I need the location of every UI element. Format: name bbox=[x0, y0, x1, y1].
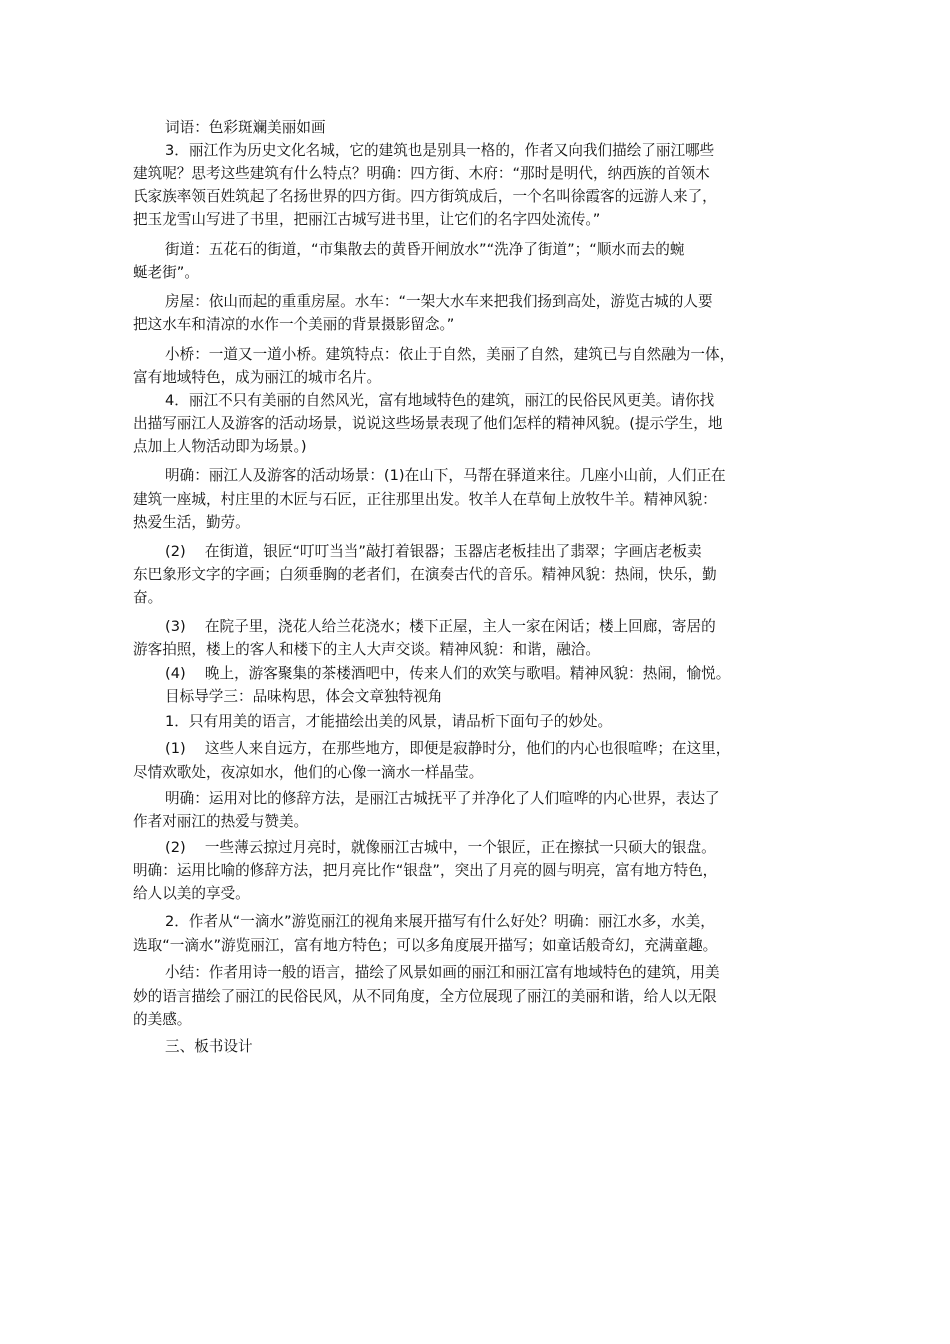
text-line: 热爱生活，勤劳。 bbox=[133, 514, 250, 531]
text-line: 3．丽江作为历史文化名城，它的建筑也是别具一格的，作者又向我们描绘了丽江哪些 bbox=[165, 142, 715, 159]
text-line: 小桥：一道又一道小桥。建筑特点：依止于自然，美丽了自然，建筑已与自然融为一体， bbox=[165, 346, 735, 363]
text-line: 妙的语言描绘了丽江的民俗民风，从不同角度，全方位展现了丽江的美丽和谐，给人以无限 bbox=[133, 988, 717, 1005]
text-line: (2) 在街道，银匠“叮叮当当”敲打着银器；玉器店老板挂出了翡翠；字画店老板卖 bbox=[165, 543, 702, 560]
text-line: 点加上人物活动即为场景。) bbox=[133, 438, 307, 455]
text-line: 游客拍照，楼上的客人和楼下的主人大声交谈。精神风貌：和谐，融洽。 bbox=[133, 641, 601, 658]
text-line: (1) 这些人来自远方，在那些地方，即便是寂静时分，他们的内心也很喧哗；在这里， bbox=[165, 740, 731, 757]
text-line: 作者对丽江的热爱与赞美。 bbox=[133, 813, 309, 830]
text-line: 明确：运用比喻的修辞方法，把月亮比作“银盘”，突出了月亮的圆与明亮，富有地方特色， bbox=[133, 862, 718, 879]
text-line: 2．作者从“一滴水”游览丽江的视角来展开描写有什么好处？明确：丽江水多，水美， bbox=[165, 913, 715, 930]
text-line: 目标导学三：品味构思，体会文章独特视角 bbox=[165, 688, 443, 705]
text-line: 奋。 bbox=[133, 589, 163, 606]
text-line: (3) 在院子里，浇花人给兰花浇水；楼下正屋，主人一家在闲话；楼上回廊，寄居的 bbox=[165, 618, 716, 635]
text-line: 蜒老街”。 bbox=[133, 264, 199, 281]
text-line: 小结：作者用诗一般的语言，描绘了风景如画的丽江和丽江富有地域特色的建筑，用美 bbox=[165, 964, 720, 981]
text-line: 建筑呢？思考这些建筑有什么特点？明确：四方街、木府：“那时是明代，纳西族的首领木 bbox=[133, 165, 710, 182]
text-line: 东巴象形文字的字画；白须垂胸的老者们，在演奏古代的音乐。精神风貌：热闹，快乐，勤 bbox=[133, 566, 717, 583]
text-line: 把这水车和清凉的水作一个美丽的背景摄影留念。” bbox=[133, 316, 455, 333]
text-line: 三、板书设计 bbox=[165, 1038, 253, 1055]
text-line: 给人以美的享受。 bbox=[133, 885, 250, 902]
text-line: 明确：运用对比的修辞方法，是丽江古城抚平了并净化了人们喧哗的内心世界，表达了 bbox=[165, 790, 720, 807]
text-line: (2) 一些薄云掠过月亮时，就像丽江古城中，一个银匠，正在擦拭一只硕大的银盘。 bbox=[165, 839, 716, 856]
text-line: 尽情欢歌处，夜凉如水，他们的心像一滴水一样晶莹。 bbox=[133, 764, 484, 781]
text-line: 明确：丽江人及游客的活动场景：(1)在山下，马帮在驿道来往。几座小山前，人们正在 bbox=[165, 467, 726, 484]
text-line: 1．只有用美的语言，才能描绘出美的风景，请品析下面句子的妙处。 bbox=[165, 713, 613, 730]
text-line: 街道：五花石的街道，“市集散去的黄昏开闸放水”“洗净了街道”；“顺水而去的蜿 bbox=[165, 241, 685, 258]
text-line: 词语：色彩斑斓美丽如画 bbox=[165, 119, 326, 136]
text-line: 选取“一滴水”游览丽江，富有地方特色；可以多角度展开描写；如童话般奇幻，充满童趣。 bbox=[133, 937, 718, 954]
text-line: (4) 晚上，游客聚集的茶楼酒吧中，传来人们的欢笑与歌唱。精神风貌：热闹，愉悦。 bbox=[165, 665, 731, 682]
text-line: 的美感。 bbox=[133, 1011, 192, 1028]
text-line: 把玉龙雪山写进了书里，把丽江古城写进书里，让它们的名字四处流传。” bbox=[133, 211, 601, 228]
text-line: 房屋：依山而起的重重房屋。水车：“一架大水车来把我们扬到高处，游览古城的人要 bbox=[165, 293, 713, 310]
text-line: 4．丽江不只有美丽的自然风光，富有地域特色的建筑，丽江的民俗民风更美。请你找 bbox=[165, 392, 715, 409]
text-line: 出描写丽江人及游客的活动场景，说说这些场景表现了他们怎样的精神风貌。(提示学生，地 bbox=[133, 415, 723, 432]
text-line: 氏家族率领百姓筑起了名扬世界的四方街。四方街筑成后，一个名叫徐霞客的远游人来了， bbox=[133, 188, 717, 205]
text-line: 建筑一座城，村庄里的木匠与石匠，正往那里出发。牧羊人在草甸上放牧牛羊。精神风貌： bbox=[133, 491, 717, 508]
text-line: 富有地域特色，成为丽江的城市名片。 bbox=[133, 369, 382, 386]
